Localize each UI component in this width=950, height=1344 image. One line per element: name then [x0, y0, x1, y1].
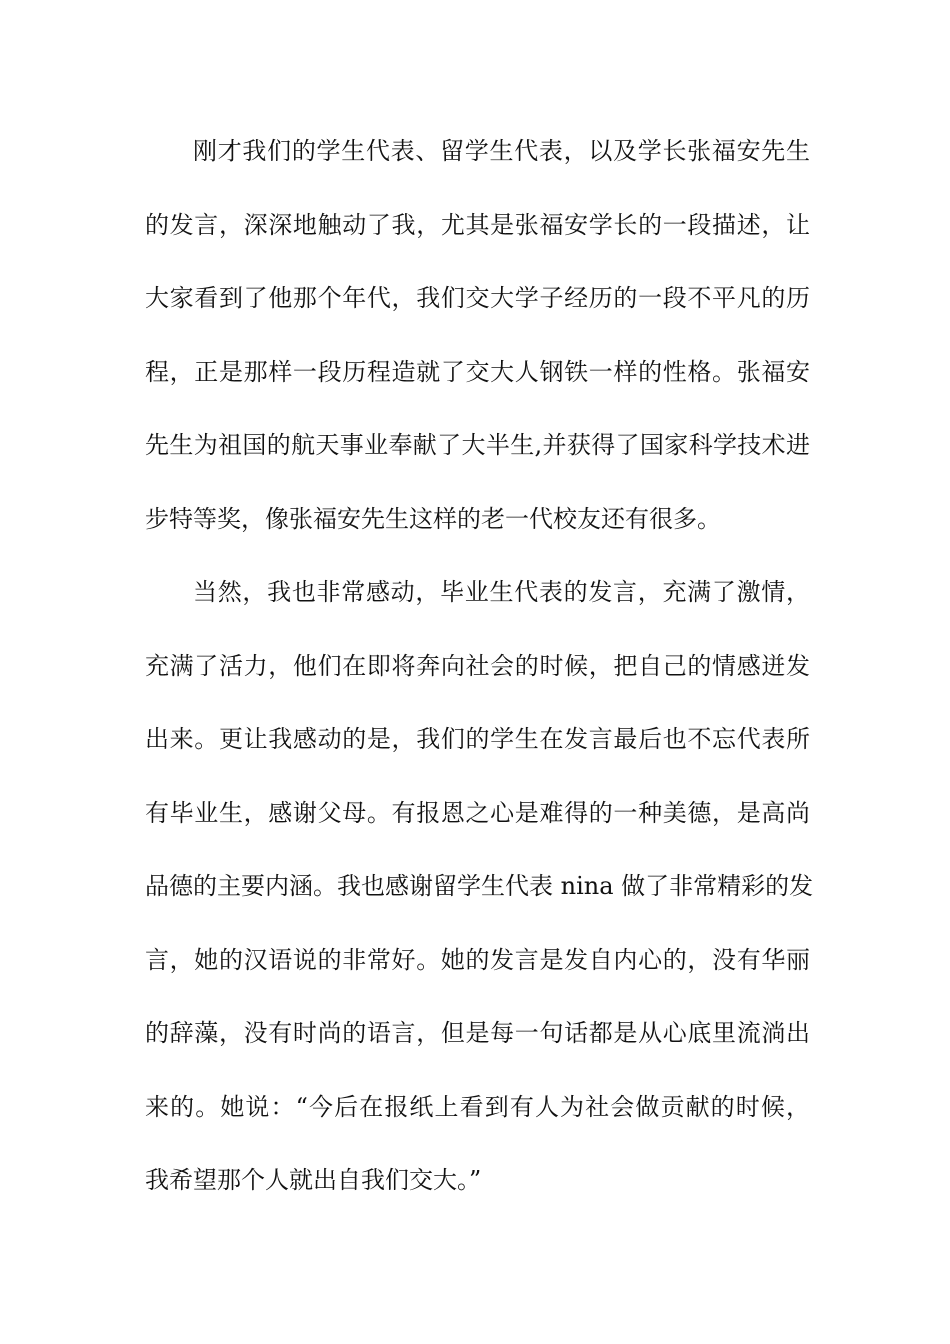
- paragraph-line: 来的。她说：“今后在报纸上看到有人为社会做贡献的时候，: [145, 1092, 810, 1121]
- paragraph-1: [145, 128, 810, 569]
- paragraph-line: 程，正是那样一段历程造就了交大人钢铁一样的性格。张福安: [145, 357, 810, 386]
- paragraph-line: 大家看到了他那个年代，我们交大学子经历的一段不平凡的历: [145, 284, 810, 312]
- paragraph-line: 品德的主要内涵。我也感谢留学生代表 nina 做了非常精彩的发: [145, 872, 814, 900]
- paragraph-line: 充满了活力，他们在即将奔向社会的时候，把自己的情感迸发: [145, 651, 810, 680]
- paragraph-line: 步特等奖，像张福安先生这样的老一代校友还有很多。: [145, 504, 721, 533]
- paragraph-line: 的发言，深深地触动了我，尤其是张福安学长的一段描述，让: [145, 210, 810, 239]
- paragraph-line: 有毕业生，感谢父母。有报恩之心是难得的一种美德，是高尚: [145, 798, 810, 827]
- paragraph-line: 的辞藻，没有时尚的语言，但是每一句话都是从心底里流淌出: [145, 1019, 810, 1047]
- paragraph-line: 刚才我们的学生代表、留学生代表，以及学长张福安先生: [193, 137, 810, 165]
- paragraph-line: 当然，我也非常感动，毕业生代表的发言，充满了激情，: [193, 578, 810, 606]
- document-body: [145, 128, 814, 1231]
- paragraph-2: [145, 569, 814, 1231]
- paragraph-line: 我希望那个人就出自我们交大。”: [145, 1166, 482, 1194]
- paragraph-line: 先生为祖国的航天事业奉献了大半生,并获得了国家科学技术进: [145, 431, 810, 459]
- paragraph-line: 出来。更让我感动的是，我们的学生在发言最后也不忘代表所: [145, 725, 810, 753]
- paragraph-line: 言，她的汉语说的非常好。她的发言是发自内心的，没有华丽: [145, 945, 810, 974]
